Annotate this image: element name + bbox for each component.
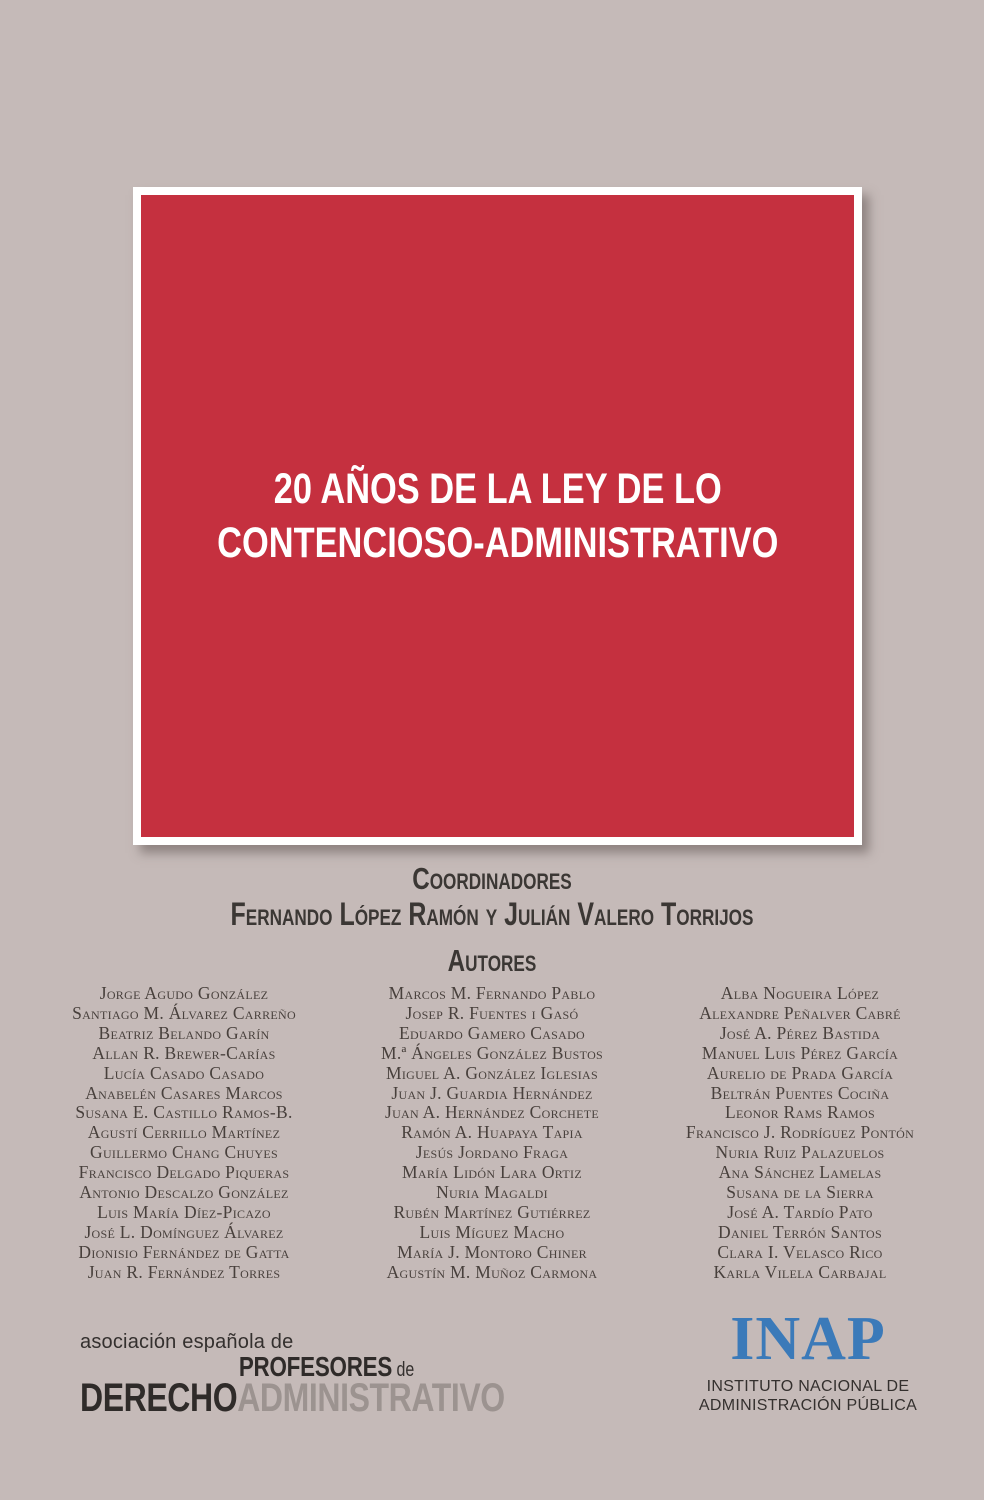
author-name: Daniel Terrón Santos <box>718 1221 882 1242</box>
author-name: Guillermo Chang Chuyes <box>90 1142 278 1163</box>
author-name: Antonio Descalzo González <box>79 1182 289 1203</box>
author-name: Lucía Casado Casado <box>103 1062 265 1083</box>
association-de-text: de <box>391 1359 414 1381</box>
inap-name-line-2: ADMINISTRACIÓN PÚBLICA <box>698 1397 918 1414</box>
title-line-2: CONTENCIOSO-ADMINISTRATIVO <box>216 519 779 567</box>
author-name: Nuria Magaldi <box>436 1182 548 1203</box>
author-name: Jesús Jordano Fraga <box>415 1142 569 1163</box>
author-name: Marcos M. Fernando Pablo <box>388 983 596 1003</box>
author-name: Dionisio Fernández de Gatta <box>78 1241 290 1262</box>
author-name: Allan R. Brewer-Carías <box>92 1042 276 1063</box>
authors-list <box>30 984 954 1283</box>
inap-full-name <box>663 1377 953 1415</box>
author-name: Susana de la Sierra <box>726 1182 874 1203</box>
author-name: María Lidón Lara Ortiz <box>402 1162 582 1183</box>
association-derecho-line <box>80 1376 505 1421</box>
author-name: Ana Sánchez Lamelas <box>718 1162 882 1183</box>
authors-column-1 <box>30 984 338 1283</box>
association-logo <box>80 1331 505 1421</box>
author-name: Luis María Díez-Picazo <box>97 1201 271 1222</box>
authors-column-3 <box>646 984 954 1283</box>
author-name: Luis Míguez Macho <box>419 1221 565 1242</box>
book-title <box>217 462 778 570</box>
association-profesores-text: PROFESORES <box>238 1351 392 1382</box>
author-name: Aurelio de Prada García <box>706 1062 894 1083</box>
author-name: Josep R. Fuentes i Gasó <box>405 1002 579 1023</box>
coordinators-heading: Coordinadores <box>412 861 572 896</box>
author-name: Agustín M. Muñoz Carmona <box>386 1261 598 1282</box>
author-name: Jorge Agudo González <box>99 983 269 1003</box>
inap-acronym: INAP <box>730 1305 886 1373</box>
inap-name-line-1: INSTITUTO NACIONAL DE <box>706 1378 910 1395</box>
author-name: Alba Nogueira López <box>720 983 880 1003</box>
author-name: María J. Montoro Chiner <box>397 1241 587 1262</box>
author-name: Santiago M. Álvarez Carreño <box>72 1002 296 1023</box>
author-name: Juan A. Hernández Corchete <box>384 1102 600 1123</box>
author-name: Eduardo Gamero Casado <box>398 1022 586 1043</box>
author-name: Ramón A. Huapaya Tapia <box>401 1122 583 1143</box>
author-name: Miguel A. González Iglesias <box>386 1062 598 1083</box>
author-name: Juan J. Guardia Hernández <box>391 1082 593 1103</box>
author-name: Susana E. Castillo Ramos-B. <box>75 1102 293 1123</box>
author-name: Leonor Rams Ramos <box>725 1102 875 1123</box>
author-name: José A. Pérez Bastida <box>719 1022 881 1043</box>
author-name: Nuria Ruiz Palazuelos <box>715 1142 885 1163</box>
author-name: Anabelén Casares Marcos <box>85 1082 283 1103</box>
author-name: Agustí Cerrillo Martínez <box>87 1122 281 1143</box>
title-line-1: 20 AÑOS DE LA LEY DE LO <box>273 465 722 513</box>
association-derecho-text: DERECHO <box>80 1376 238 1420</box>
author-name: Francisco Delgado Piqueras <box>78 1162 290 1183</box>
author-name: Manuel Luis Pérez García <box>701 1042 899 1063</box>
inap-logo <box>663 1305 953 1415</box>
authors-column-2 <box>338 984 646 1283</box>
author-name: Karla Vilela Carbajal <box>713 1261 887 1282</box>
association-administrativo-text: ADMINISTRATIVO <box>237 1376 505 1420</box>
author-name: Rubén Martínez Gutiérrez <box>393 1201 591 1222</box>
author-name: Alexandre Peñalver Cabré <box>699 1002 901 1023</box>
author-name: Clara I. Velasco Rico <box>717 1241 883 1262</box>
author-name: José L. Domínguez Álvarez <box>84 1221 284 1242</box>
author-name: José A. Tardío Pato <box>727 1201 873 1222</box>
association-name-line: asociación española de <box>80 1331 294 1353</box>
author-name: Francisco J. Rodríguez Pontón <box>685 1122 915 1143</box>
author-name: M.ª Ángeles González Bustos <box>380 1042 604 1063</box>
author-name: Beltrán Puentes Cociña <box>710 1082 890 1103</box>
author-name: Juan R. Fernández Torres <box>87 1261 281 1282</box>
coordinators-names: Fernando López Ramón y Julián Valero Torrijos <box>230 896 754 932</box>
authors-heading: Autores <box>447 943 537 978</box>
title-panel <box>133 187 862 845</box>
author-name: Beatriz Belando Garín <box>98 1022 270 1043</box>
